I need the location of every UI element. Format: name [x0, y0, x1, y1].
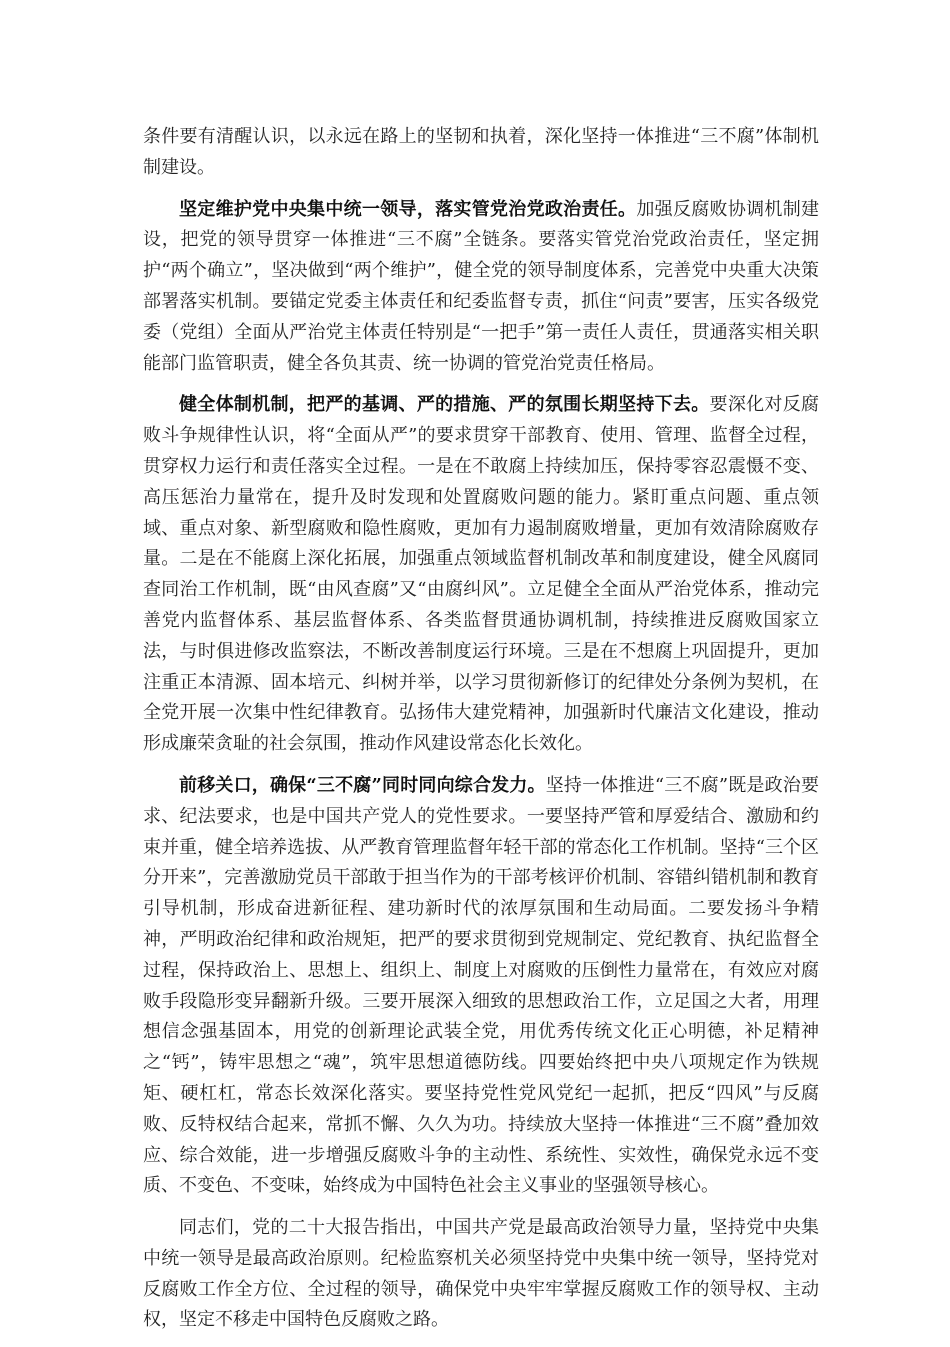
paragraph-text: 同志们，党的二十大报告指出，中国共产党是最高政治领导力量，坚持党中央集中统一领导是最高政治原则。纪检监察机关必须坚持党中央集中统一领导，坚持党对反腐败工作全方位、全过程的领导，确保党中央牢牢掌握反腐败工作的领导权、主动权，坚定不移走中国特色反腐败之路。 — [143, 1217, 819, 1331]
paragraph-institutional-mechanisms — [143, 390, 819, 760]
paragraph-heading: 健全体制机制，把严的基调、严的措施、严的氛围长期坚持下去。 — [179, 394, 710, 416]
paragraph-text: 要深化对反腐败斗争规律性认识，将“全面从严”的要求贯穿干部教育、使用、管理、监督全过程，贯穿权力运行和责任落实全过程。一是在不敢腐上持续加压，保持零容忍震慑不变、高压惩治力量常在，提升及时发现和处置腐败问题的能力。紧盯重点问题、重点领域、重点对象、新型腐败和隐性腐败，更加有力遏制腐败增量，更加有效清除腐败存量。二是在不能腐上深化拓展，加强重点领域监督机制改革和制度建设，健全风腐同查同治工作机制，既“由风查腐”又“由腐纠风”。立足健全全面从严治党体系，推动完善党内监督体系、基层监督体系、各类监督贯通协调机制，持续推进反腐败国家立法，与时俱进修改监察法，不断改善制度运行环境。三是在不想腐上巩固提升，更加注重正本清源、固本培元、纠树并举，以学习贯彻新修订的纪律处分条例为契机，在全党开展一次集中性纪律教育。弘扬伟大建党精神，加强新时代廉洁文化建设，推动形成廉荣贪耻的社会氛围，推动作风建设常态化长效化。 — [143, 394, 820, 755]
paragraph-heading: 前移关口，确保“三不腐”同时同向综合发力。 — [179, 774, 546, 796]
paragraph-continuation — [143, 122, 819, 184]
paragraph-text: 坚持一体推进“三不腐”既是政治要求、纪法要求，也是中国共产党人的党性要求。一要坚持严管和厚爱结合、激励和约束并重，健全培养选拔、从严教育管理监督年轻干部的常态化工作机制。坚持“三个区分开来”，完善激励党员干部敢于担当作为的干部考核评价机制、容错纠错机制和教育引导机制，形成奋进新征程、建功新时代的浓厚氛围和生动局面。二要发扬斗争精神，严明政治纪律和政治规矩，把严的要求贯彻到党规制定、党纪教育、执纪监督全过程，保持政治上、思想上、组织上、制度上对腐败的压倒性力量常在，有效应对腐败手段隐形变异翻新升级。三要开展深入细致的思想政治工作，立足国之大者，用理想信念强基固本，用党的创新理论武装全党，用优秀传统文化正心明德，补足精神之“钙”，铸牢思想之“魂”，筑牢思想道德防线。四要始终把中央八项规定作为铁规矩、硬杠杠，常态长效深化落实。要坚持党性党风党纪一起抓，把反“四风”与反腐败、反特权结合起来，常抓不懈、久久为功。持续放大坚持一体推进“三不腐”叠加效应、综合效能，进一步增强反腐败斗争的主动性、系统性、实效性，确保党永远不变质、不变色、不变味，始终成为中国特色社会主义事业的坚强领导核心。 — [143, 774, 819, 1197]
paragraph-three-no-corruption — [143, 771, 819, 1202]
paragraph-heading: 坚定维护党中央集中统一领导，落实管党治党政治责任。 — [179, 198, 637, 220]
paragraph-text: 加强反腐败协调机制建设，把党的领导贯穿一体推进“三不腐”全链条。要落实管党治党政治责任，坚定拥护“两个确立”，坚决做到“两个维护”，健全党的领导制度体系，完善党中央重大决策部署落实机制。要锚定党委主体责任和纪委监督专责，抓住“问责”要害，压实各级党委（党组）全面从严治党主体责任特别是“一把手”第一责任人责任，贯通落实相关职能部门监管职责，健全各负其责、统一协调的管党治党责任格局。 — [143, 198, 820, 374]
paragraph-party-leadership — [143, 195, 819, 380]
paragraph-conclusion — [143, 1213, 819, 1336]
document-body — [143, 122, 819, 1347]
paragraph-text: 条件要有清醒认识，以永远在路上的坚韧和执着，深化坚持一体推进“三不腐”体制机制建设。 — [143, 126, 819, 178]
